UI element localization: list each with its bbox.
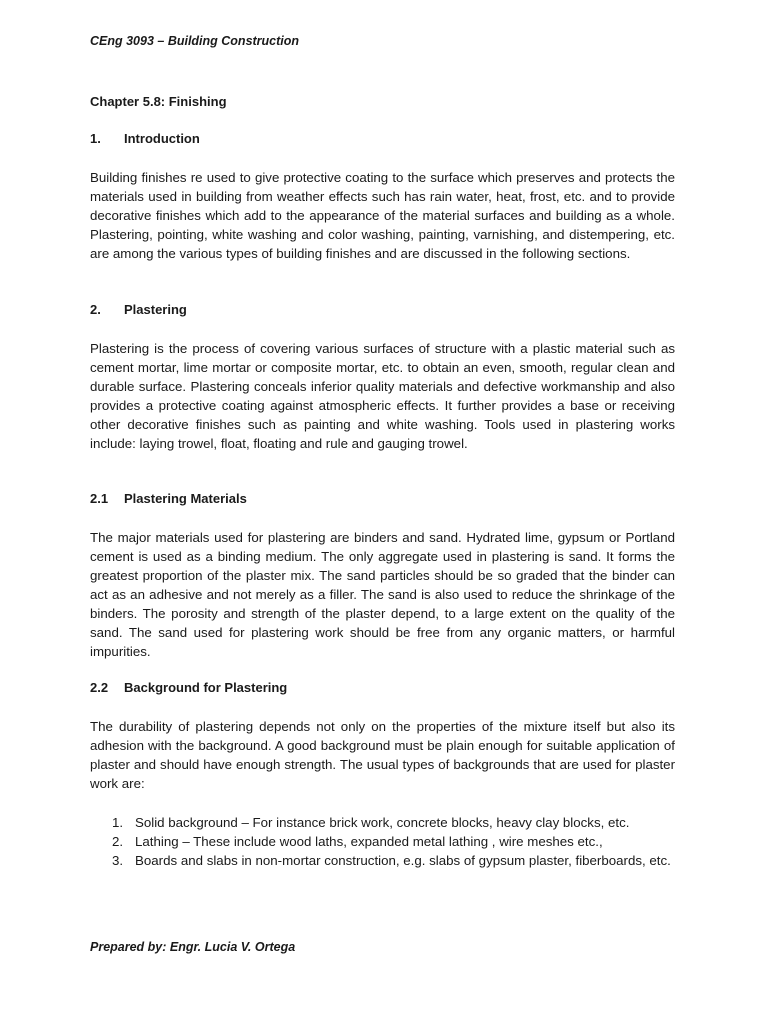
page-footer: Prepared by: Engr. Lucia V. Ortega xyxy=(90,940,296,954)
section-number: 1. xyxy=(90,131,101,146)
section-heading-background xyxy=(90,680,675,695)
list-item-text: Solid background – For instance brick work, concrete blocks, heavy clay blocks, etc. xyxy=(135,815,630,830)
section-title: Introduction xyxy=(124,131,200,146)
section-title: Plastering xyxy=(124,302,187,317)
section-title: Plastering Materials xyxy=(124,491,247,506)
section-heading-plastering xyxy=(90,302,675,317)
section-heading-introduction xyxy=(90,131,675,146)
section-heading-plastering-materials xyxy=(90,491,675,506)
paragraph-background: The durability of plastering depends not only on the properties of the mixture itself but also its adhesion with the background. A good background must be plain enough for suitable application of plaster and should have enough strength. The usual types of backgrounds that are used for plaster work are: xyxy=(90,719,675,791)
list-item-text: Lathing – These include wood laths, expanded metal lathing , wire meshes etc., xyxy=(135,834,603,849)
section-title: Background for Plastering xyxy=(124,680,288,695)
list-item-index: 1. xyxy=(112,815,124,830)
list-item xyxy=(112,832,675,851)
chapter-title: Chapter 5.8: Finishing xyxy=(90,94,227,109)
list-item-text: Boards and slabs in non-mortar construction, e.g. slabs of gypsum plaster, fiberboards, etc. xyxy=(135,853,671,868)
section-number: 2. xyxy=(90,302,101,317)
list-item-index: 3. xyxy=(112,853,124,868)
background-types-list xyxy=(112,813,675,870)
section-number: 2.1 xyxy=(90,491,109,506)
paragraph-introduction: Building finishes re used to give protective coating to the surface which preserves and protects the materials used in building from weather effects such has rain water, heat, frost, etc. and to provide decorative finishes which add to the appearance of the material surfaces and building as a whole. Plastering, pointing, white washing and color washing, painting, varnishing, and distempering, etc. are among the various types of building finishes and are discussed in the following sections. xyxy=(90,170,675,261)
list-item xyxy=(112,813,675,832)
list-item-index: 2. xyxy=(112,834,124,849)
paragraph-plastering: Plastering is the process of covering various surfaces of structure with a plastic material such as cement mortar, lime mortar or composite mortar, etc. to obtain an even, smooth, regular clean and durable surface. Plastering conceals inferior quality materials and defective workmanship and also provides a protective coating against atmospheric effects. It further provides a base or receiving other decorative finishes such as painting and white washing. Tools used in plastering works include: laying trowel, float, floating and rule and gauging trowel. xyxy=(90,341,675,451)
paragraph-plastering-materials: The major materials used for plastering are binders and sand. Hydrated lime, gypsum or Portland cement is used as a binding medium. The only aggregate used in plastering is sand. It forms the greatest proportion of the plaster mix. The sand particles should be so graded that the binder can act as an adhesive and not merely as a filler. The sand is also used to reduce the shrinkage of the binders. The porosity and strength of the plaster depend, to a large extent on the quality of the sand. The sand used for plastering work should be free from any organic matters, or harmful impurities. xyxy=(90,530,675,659)
list-item xyxy=(112,851,675,870)
page-header: CEng 3093 – Building Construction xyxy=(90,34,300,48)
section-number: 2.2 xyxy=(90,680,109,695)
